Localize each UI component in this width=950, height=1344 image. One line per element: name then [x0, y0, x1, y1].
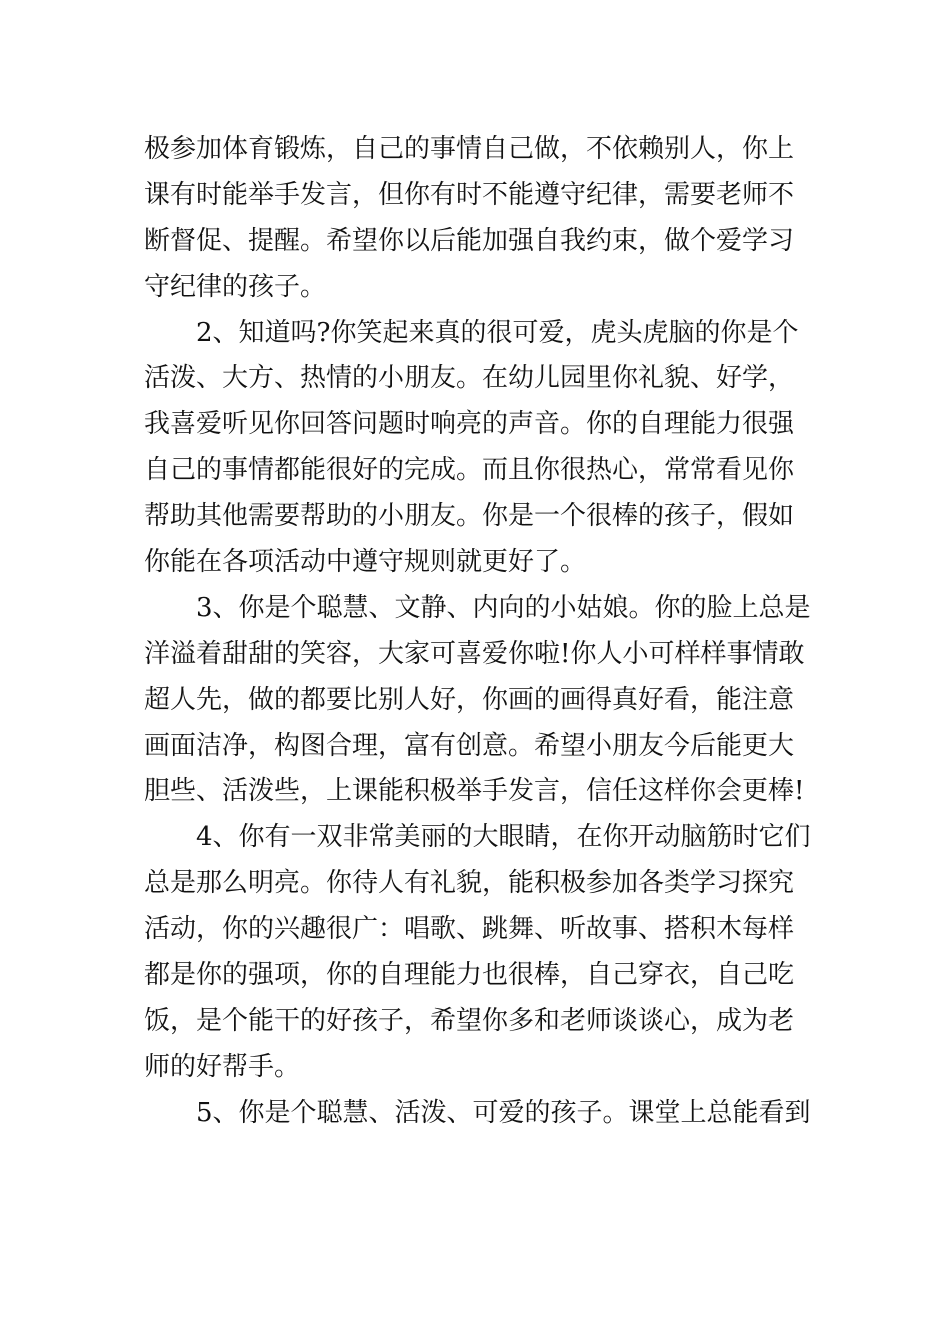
- text-line: 饭，是个能干的好孩子，希望你多和老师谈谈心，成为老: [144, 1005, 795, 1036]
- text-line: 自己的事情都能很好的完成。而且你很热心，常常看见你: [144, 455, 795, 486]
- text-line: 超人先，做的都要比别人好，你画的画得真好看，能注意: [144, 684, 795, 715]
- text-line: 守纪律的孩子。: [144, 271, 327, 302]
- text-line: 课有时能举手发言，但你有时不能遵守纪律，需要老师不: [144, 179, 795, 210]
- text-line: 都是你的强项，你的自理能力也很棒，自己穿衣，自己吃: [144, 960, 795, 991]
- text-line: 你能在各项活动中遵守规则就更好了。: [144, 547, 587, 578]
- text-line: 5、你是个聪慧、活泼、可爱的孩子。课堂上总能看到: [196, 1097, 811, 1128]
- text-line: 活动，你的兴趣很广：唱歌、跳舞、听故事、搭积木每样: [144, 914, 795, 945]
- text-line: 总是那么明亮。你待人有礼貌，能积极参加各类学习探究: [144, 868, 795, 899]
- text-line: 4、你有一双非常美丽的大眼睛，在你开动脑筋时它们: [196, 822, 811, 853]
- text-line: 活泼、大方、热情的小朋友。在幼儿园里你礼貌、好学，: [144, 363, 795, 394]
- text-line: 洋溢着甜甜的笑容，大家可喜爱你啦!你人小可样样事情敢: [144, 638, 805, 669]
- text-line: 3、你是个聪慧、文静、内向的小姑娘。你的脸上总是: [196, 592, 811, 623]
- text-line: 极参加体育锻炼，自己的事情自己做，不依赖别人，你上: [144, 134, 795, 164]
- paragraph-1: [144, 127, 812, 311]
- paragraph-5: [144, 1091, 812, 1137]
- paragraph-2: [144, 311, 812, 586]
- text-line: 画面洁净，构图合理，富有创意。希望小朋友今后能更大: [144, 730, 795, 761]
- text-line: 我喜爱听见你回答问题时响亮的声音。你的自理能力很强: [144, 409, 795, 440]
- paragraph-4: [144, 815, 812, 1090]
- text-line: 2、知道吗?你笑起来真的很可爱，虎头虎脑的你是个: [196, 317, 799, 348]
- text-line: 帮助其他需要帮助的小朋友。你是一个很棒的孩子，假如: [144, 501, 795, 532]
- text-line: 胆些、活泼些，上课能积极举手发言，信任这样你会更棒!: [144, 776, 805, 807]
- text-line: 断督促、提醒。希望你以后能加强自我约束，做个爱学习: [144, 225, 795, 256]
- paragraph-3: [144, 586, 812, 815]
- document-body: [144, 127, 812, 1137]
- text-line: 师的好帮手。: [144, 1051, 301, 1082]
